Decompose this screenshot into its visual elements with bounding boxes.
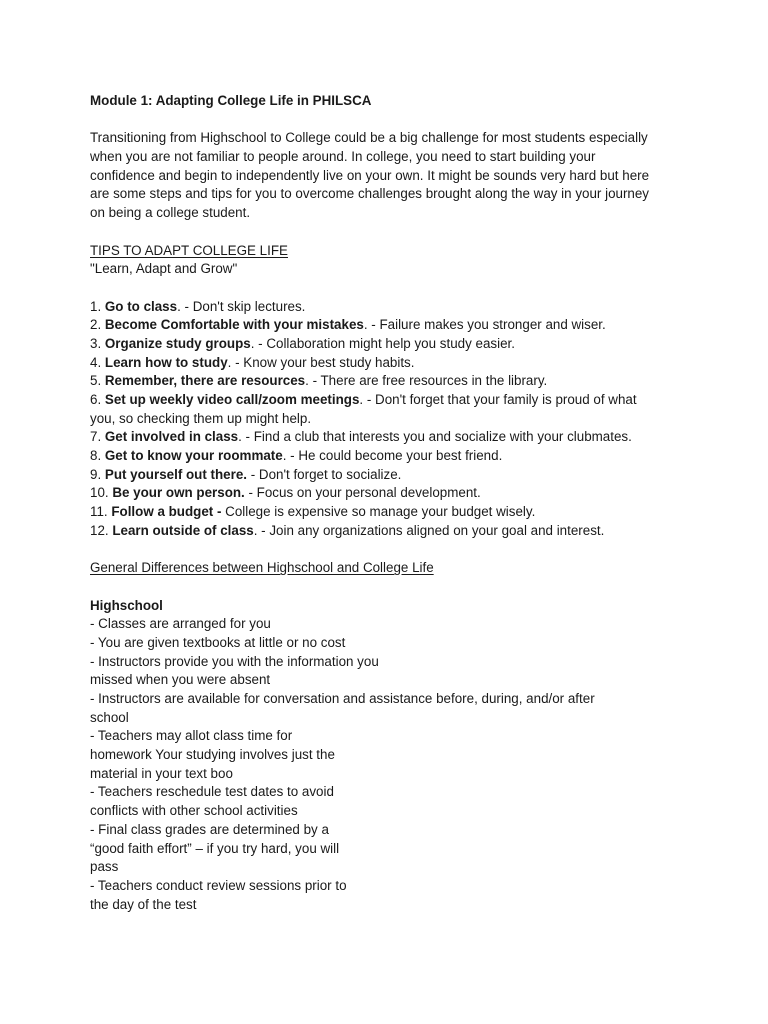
highschool-line: - Teachers may allot class time for bbox=[90, 728, 293, 744]
tip-item bbox=[90, 354, 690, 373]
tip-title: Get involved in class bbox=[104, 429, 239, 445]
intro-line: are some steps and tips for you to overcome challenges brought along the way in your journey bbox=[90, 186, 650, 202]
highschool-line: - Classes are arranged for you bbox=[90, 616, 271, 632]
differences-heading bbox=[90, 559, 690, 578]
tip-item bbox=[90, 466, 690, 485]
differences-heading-text: General Differences between Highschool and College Life bbox=[90, 560, 434, 576]
spacer bbox=[90, 223, 690, 242]
tip-number: 2. bbox=[90, 317, 105, 333]
tip-description: . - There are free resources in the library. bbox=[305, 373, 548, 389]
highschool-line: - Teachers reschedule test dates to avoid bbox=[90, 784, 334, 800]
tips-heading bbox=[90, 242, 690, 261]
spacer bbox=[90, 578, 690, 597]
tip-number: 10. bbox=[90, 485, 113, 501]
tip-number: 8. bbox=[90, 448, 105, 464]
document-title: Module 1: Adapting College Life in PHILSCA bbox=[90, 93, 372, 108]
highschool-line: school bbox=[90, 709, 129, 725]
tip-item bbox=[90, 522, 690, 541]
highschool-line: - Teachers conduct review sessions prior to bbox=[90, 877, 347, 893]
intro-line: Transitioning from Highschool to College could be a big challenge for most students especially bbox=[90, 130, 648, 146]
tip-description: College is expensive so manage your budget wisely. bbox=[221, 504, 536, 520]
highschool-heading-text: Highschool bbox=[90, 597, 163, 613]
tip-item bbox=[90, 335, 690, 354]
highschool-line: material in your text boo bbox=[90, 765, 233, 781]
highschool-line: - Instructors are available for conversation and assistance before, during, and/or after bbox=[90, 691, 595, 706]
tip-item bbox=[90, 298, 690, 317]
intro-line: on being a college student. bbox=[90, 205, 251, 221]
tip-title: Follow a budget - bbox=[111, 504, 222, 520]
intro-line: confidence and begin to independently live on your own. It might be sounds very hard but here bbox=[90, 167, 650, 183]
tips-list bbox=[90, 298, 690, 541]
tip-title: Put yourself out there. bbox=[104, 466, 247, 482]
tip-item bbox=[90, 503, 690, 522]
tip-number: 3. bbox=[90, 335, 105, 351]
highschool-line: missed when you were absent bbox=[90, 672, 271, 688]
tip-title: Go to class bbox=[104, 298, 178, 314]
tip-title: Learn how to study bbox=[104, 354, 228, 370]
spacer bbox=[90, 279, 690, 298]
highschool-line: pass bbox=[90, 859, 119, 875]
tip-number: 7. bbox=[90, 429, 105, 445]
tip-number: 4. bbox=[90, 354, 105, 370]
tip-title: Learn outside of class bbox=[112, 522, 254, 538]
tip-title: Remember, there are resources bbox=[104, 373, 306, 389]
tip-description: . - He could become your best friend. bbox=[282, 448, 503, 464]
tip-title: Be your own person. bbox=[112, 485, 245, 501]
tip-description: . - Don't forget that your family is proud of what bbox=[359, 392, 637, 407]
tip-item bbox=[90, 428, 690, 447]
tip-item bbox=[90, 316, 690, 335]
tip-number: 9. bbox=[90, 466, 105, 482]
tip-number: 5. bbox=[90, 373, 105, 389]
tip-description: - Don't forget to socialize. bbox=[247, 466, 402, 482]
highschool-line: conflicts with other school activities bbox=[90, 803, 298, 819]
tip-item bbox=[90, 484, 690, 503]
tip-description: . - Collaboration might help you study easier. bbox=[250, 335, 515, 351]
highschool-line: - Final class grades are determined by a bbox=[90, 821, 329, 837]
tip-number: 11. bbox=[90, 504, 112, 520]
tip-number: 6. bbox=[90, 392, 105, 407]
intro-line: when you are not familiar to people around. In college, you need to start building your bbox=[90, 149, 596, 165]
highschool-heading bbox=[90, 597, 690, 616]
tip-item bbox=[90, 447, 690, 466]
document-page bbox=[90, 92, 690, 914]
tip-title: Get to know your roommate bbox=[104, 448, 283, 464]
tip-title: Organize study groups bbox=[104, 335, 251, 351]
tip-description: - Focus on your personal development. bbox=[244, 485, 481, 501]
tip-description: . - Join any organizations aligned on your goal and interest. bbox=[253, 522, 605, 538]
tip-item bbox=[90, 391, 690, 410]
tips-motto: "Learn, Adapt and Grow" bbox=[90, 261, 238, 277]
highschool-line: “good faith effort” – if you try hard, you will bbox=[90, 840, 340, 856]
tip-description: . - Don't skip lectures. bbox=[177, 298, 306, 314]
highschool-list bbox=[90, 615, 690, 914]
highschool-line: homework Your studying involves just the bbox=[90, 747, 335, 763]
tips-heading-text: TIPS TO ADAPT COLLEGE LIFE bbox=[90, 242, 288, 258]
tip-description-continued: you, so checking them up might help. bbox=[90, 410, 312, 426]
tip-description: . - Find a club that interests you and socialize with your clubmates. bbox=[238, 429, 632, 445]
tip-number: 1. bbox=[90, 298, 105, 314]
highschool-line: - Instructors provide you with the information you bbox=[90, 653, 379, 669]
tip-description: . - Know your best study habits. bbox=[227, 354, 415, 370]
tip-title: Become Comfortable with your mistakes bbox=[104, 317, 364, 333]
tip-number: 12. bbox=[90, 522, 113, 538]
highschool-line: the day of the test bbox=[90, 896, 197, 912]
spacer bbox=[90, 541, 690, 560]
intro-paragraph bbox=[90, 129, 690, 222]
tip-description: . - Failure makes you stronger and wiser. bbox=[363, 317, 606, 333]
tip-title: Set up weekly video call/zoom meetings bbox=[104, 392, 360, 407]
tip-item bbox=[90, 372, 690, 391]
highschool-line: - You are given textbooks at little or no cost bbox=[90, 634, 346, 650]
spacer bbox=[90, 111, 690, 130]
